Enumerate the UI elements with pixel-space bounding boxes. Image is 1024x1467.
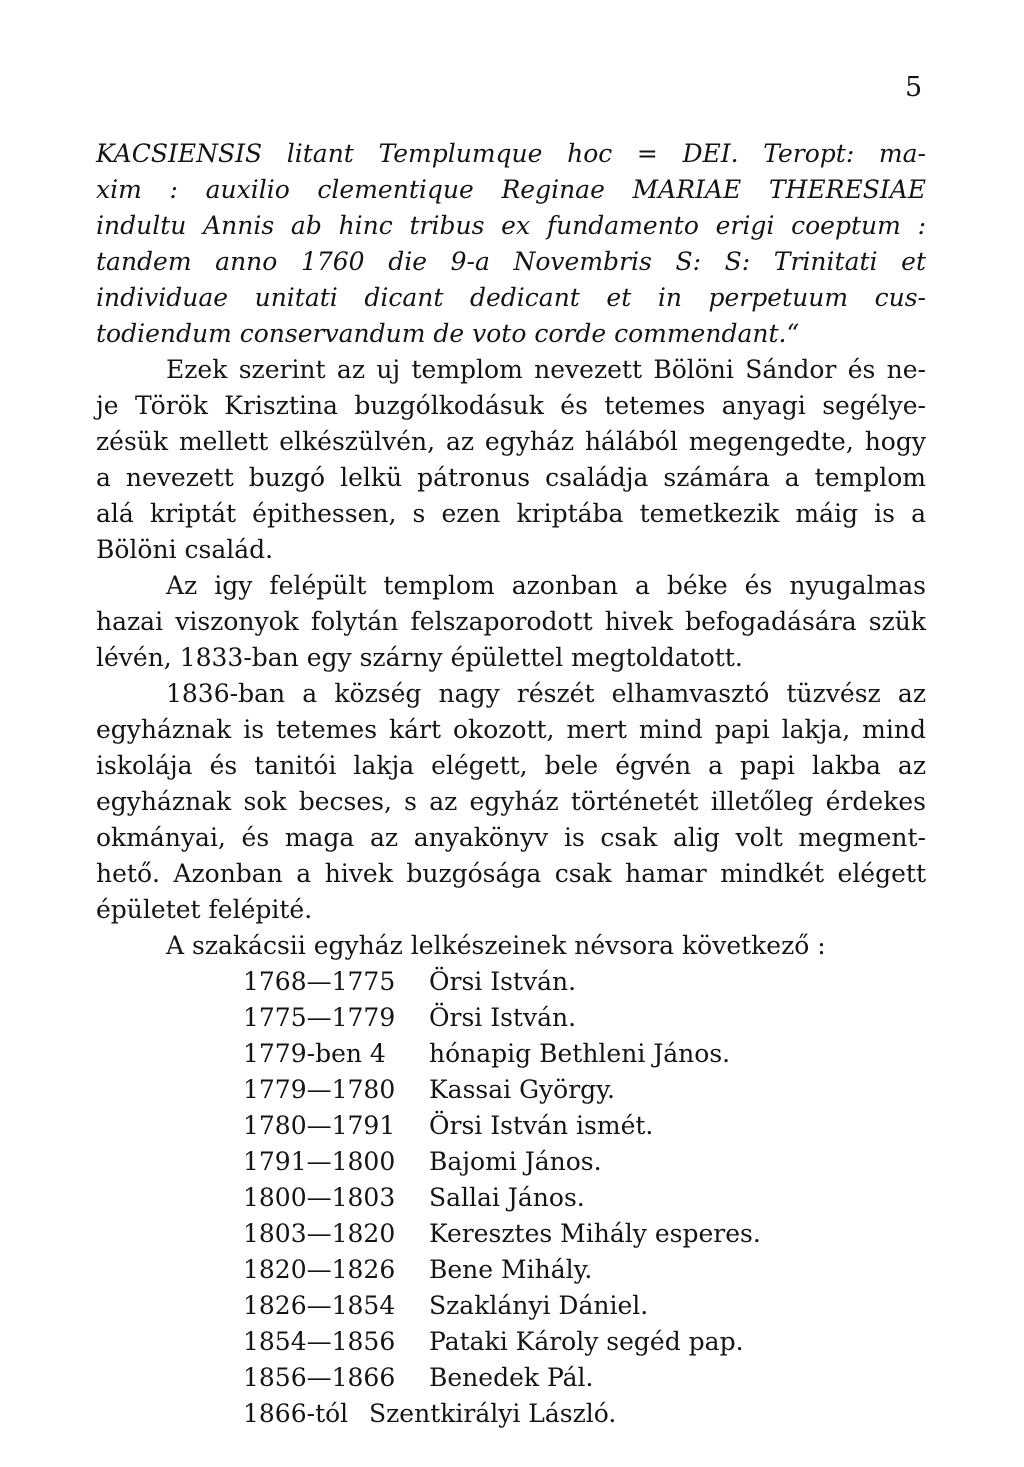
pastor-name: Sallai János.: [429, 1183, 585, 1212]
pastor-row: [243, 1216, 883, 1252]
pastor-row: [243, 1324, 883, 1360]
paragraph-line: hető. Azonban a hivek buzgósága csak hamar mindkét elégett: [96, 859, 926, 888]
paragraph-line: je Török Krisztina buzgólkodásuk és tetemes anyagi segélye-: [96, 391, 926, 420]
pastor-years: 1854—1856: [243, 1327, 396, 1356]
pastor-name: hónapig Bethleni János.: [429, 1039, 731, 1068]
paragraph-line: Bölöni család.: [96, 535, 274, 564]
paragraph-line: Az igy felépült templom azonban a béke és nyugalmas: [166, 571, 926, 600]
pastor-row: [243, 964, 883, 1000]
pastor-row: [243, 1000, 883, 1036]
pastor-years: 1780—1791: [243, 1111, 396, 1140]
pastor-years: 1800—1803: [243, 1183, 396, 1212]
latin-line: individuae unitati dicant dedicant et in perpetuum cus-: [96, 283, 926, 312]
pastor-name: Bene Mihály.: [429, 1255, 593, 1284]
latin-line: KACSIENSIS litant Templumque hoc = DEI. Teropt: ma-: [96, 139, 926, 168]
pastor-name: Szentkirályi László.: [369, 1399, 617, 1428]
latin-line: todiendum conservandum de voto corde commendant.“: [96, 319, 800, 348]
pastor-years: 1779-ben 4: [243, 1039, 386, 1068]
pastor-name: Benedek Pál.: [429, 1363, 594, 1392]
pastor-years: 1866-tól: [243, 1399, 349, 1428]
pastor-name: Keresztes Mihály esperes.: [429, 1219, 761, 1248]
pastor-row: [243, 1036, 883, 1072]
pastor-name: Örsi István.: [429, 967, 577, 996]
pastor-row: [243, 1360, 883, 1396]
pastor-row: [243, 1180, 883, 1216]
latin-line: xim : auxilio clementique Reginae MARIAE THERESIAE: [96, 175, 926, 204]
pastor-name: Örsi István ismét.: [429, 1111, 654, 1140]
pastor-row: [243, 1144, 883, 1180]
latin-line: tandem anno 1760 die 9-a Novembris S: S: Trinitati et: [96, 247, 926, 276]
pastor-row: [243, 1108, 883, 1144]
paragraph-line: a nevezett buzgó lelkü pátronus családja számára a templom: [96, 463, 926, 492]
pastor-years: 1779—1780: [243, 1075, 396, 1104]
paragraph-line: épületet felépité.: [96, 895, 313, 924]
pastor-years: 1803—1820: [243, 1219, 396, 1248]
paragraph-line: iskolája és tanitói lakja elégett, bele égvén a papi lakba az: [96, 751, 926, 780]
paragraph-line: Ezek szerint az uj templom nevezett Bölöni Sándor és ne-: [166, 355, 926, 384]
paragraph-line: egyháznak sok becses, s az egyház történetét illetőleg érdekes: [96, 787, 926, 816]
paragraph-line: alá kriptát épithessen, s ezen kriptába temetkezik máig is a: [96, 499, 926, 528]
paragraph-line: egyháznak is tetemes kárt okozott, mert mind papi lakja, mind: [96, 715, 926, 744]
paragraph-line: okmányai, és maga az anyakönyv is csak alig volt megment-: [96, 823, 926, 852]
pastor-name: Bajomi János.: [429, 1147, 602, 1176]
paragraph-line: 1836-ban a község nagy részét elhamvasztó tüzvész az: [166, 679, 926, 708]
pastor-years: 1791—1800: [243, 1147, 396, 1176]
paragraph-line: zésük mellett elkészülvén, az egyház hálából megengedte, hogy: [96, 427, 926, 456]
pastor-years: 1826—1854: [243, 1291, 396, 1320]
pastor-years: 1768—1775: [243, 967, 396, 996]
pastor-row: [243, 1072, 883, 1108]
pastor-name: Kassai György.: [429, 1075, 615, 1104]
pastor-row: [243, 1252, 883, 1288]
pastor-name: Szaklányi Dániel.: [429, 1291, 649, 1320]
paragraph-line: hazai viszonyok folytán felszaporodott hivek befogadására szük: [96, 607, 926, 636]
pastor-years: 1775—1779: [243, 1003, 396, 1032]
pastor-row: [243, 1288, 883, 1324]
pastor-years: 1856—1866: [243, 1363, 396, 1392]
latin-line: indultu Annis ab hinc tribus ex fundamento erigi coeptum :: [96, 211, 926, 240]
paragraph-line: lévén, 1833-ban egy szárny épülettel megtoldatott.: [96, 643, 743, 672]
page-number: 5: [905, 72, 923, 103]
pastor-row: [243, 1396, 883, 1432]
pastor-years: 1820—1826: [243, 1255, 396, 1284]
pastor-name: Örsi István.: [429, 1003, 577, 1032]
pastor-name: Pataki Károly segéd pap.: [429, 1327, 744, 1356]
list-heading: A szakácsii egyház lelkészeinek névsora következő :: [166, 931, 826, 960]
